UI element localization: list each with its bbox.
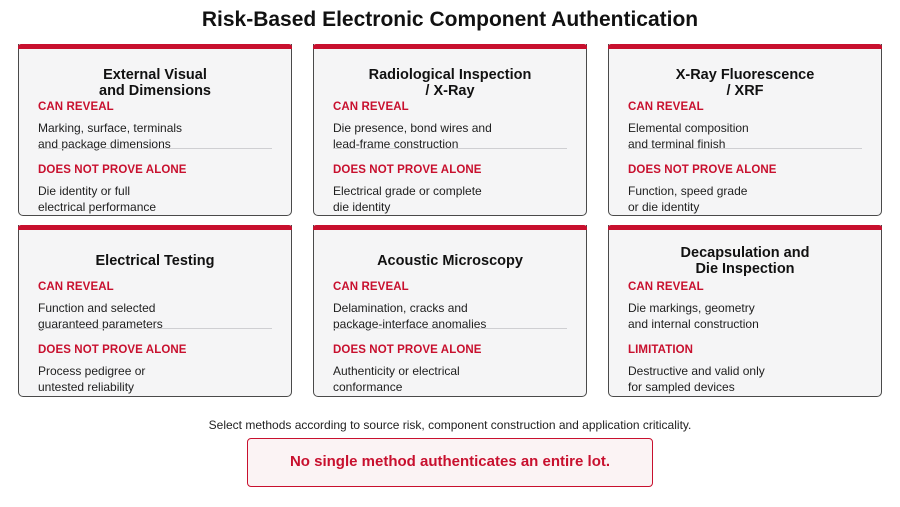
card-heading: Acoustic Microscopy [377, 253, 523, 269]
limitation-text: Process pedigree or untested reliability [38, 364, 146, 394]
callout-text: No single method authenticates an entire lot. [289, 453, 611, 470]
card-accent-bar [313, 225, 587, 230]
limitation-label: DOES NOT PROVE ALONE [628, 164, 777, 176]
card-divider [38, 328, 272, 329]
card-divider [333, 148, 567, 149]
card-accent-bar [608, 44, 882, 49]
limitation-label: LIMITATION [628, 344, 694, 356]
can-reveal-label: CAN REVEAL [333, 281, 409, 293]
limitation-text: Electrical grade or complete die identity [333, 184, 482, 214]
page-title: Risk-Based Electronic Component Authentication [201, 8, 699, 31]
limitation-label: DOES NOT PROVE ALONE [333, 344, 482, 356]
card-accent-bar [608, 225, 882, 230]
card-heading: X-Ray Fluorescence / XRF [675, 67, 815, 99]
card-heading: Radiological Inspection / X-Ray [368, 67, 532, 99]
card-accent-bar [18, 44, 292, 49]
card-divider [628, 148, 862, 149]
card-accent-bar [18, 225, 292, 230]
can-reveal-label: CAN REVEAL [333, 101, 409, 113]
limitation-text: Die identity or full electrical performance [38, 184, 157, 214]
card-divider [38, 148, 272, 149]
can-reveal-label: CAN REVEAL [38, 281, 114, 293]
can-reveal-text: Elemental composition and terminal finish [628, 121, 749, 151]
callout-box [247, 438, 653, 487]
limitation-label: DOES NOT PROVE ALONE [38, 164, 187, 176]
footer-note: Select methods according to source risk, component construction and application criticality. [208, 418, 692, 432]
limitation-text: Function, speed grade or die identity [628, 184, 748, 214]
limitation-text: Destructive and valid only for sampled devices [628, 364, 765, 394]
card-divider [333, 328, 567, 329]
method-card-decapsulation [608, 225, 882, 397]
method-card-acoustic-microscopy [313, 225, 587, 397]
limitation-label: DOES NOT PROVE ALONE [38, 344, 187, 356]
card-heading: Decapsulation and Die Inspection [680, 245, 810, 277]
card-heading: External Visual and Dimensions [99, 67, 211, 99]
method-card-external-visual [18, 44, 292, 216]
can-reveal-label: CAN REVEAL [628, 101, 704, 113]
limitation-text: Authenticity or electrical conformance [333, 364, 460, 394]
can-reveal-text: Die markings, geometry and internal construction [628, 301, 759, 331]
method-card-xrf [608, 44, 882, 216]
can-reveal-text: Delamination, cracks and package-interface anomalies [333, 301, 487, 331]
can-reveal-text: Marking, surface, terminals and package dimensions [38, 121, 183, 151]
can-reveal-label: CAN REVEAL [38, 101, 114, 113]
method-card-xray [313, 44, 587, 216]
method-card-electrical-testing [18, 225, 292, 397]
card-accent-bar [313, 44, 587, 49]
can-reveal-text: Function and selected guaranteed parameters [38, 301, 163, 331]
card-heading: Electrical Testing [95, 253, 215, 269]
can-reveal-label: CAN REVEAL [628, 281, 704, 293]
can-reveal-text: Die presence, bond wires and lead-frame construction [333, 121, 492, 151]
limitation-label: DOES NOT PROVE ALONE [333, 164, 482, 176]
